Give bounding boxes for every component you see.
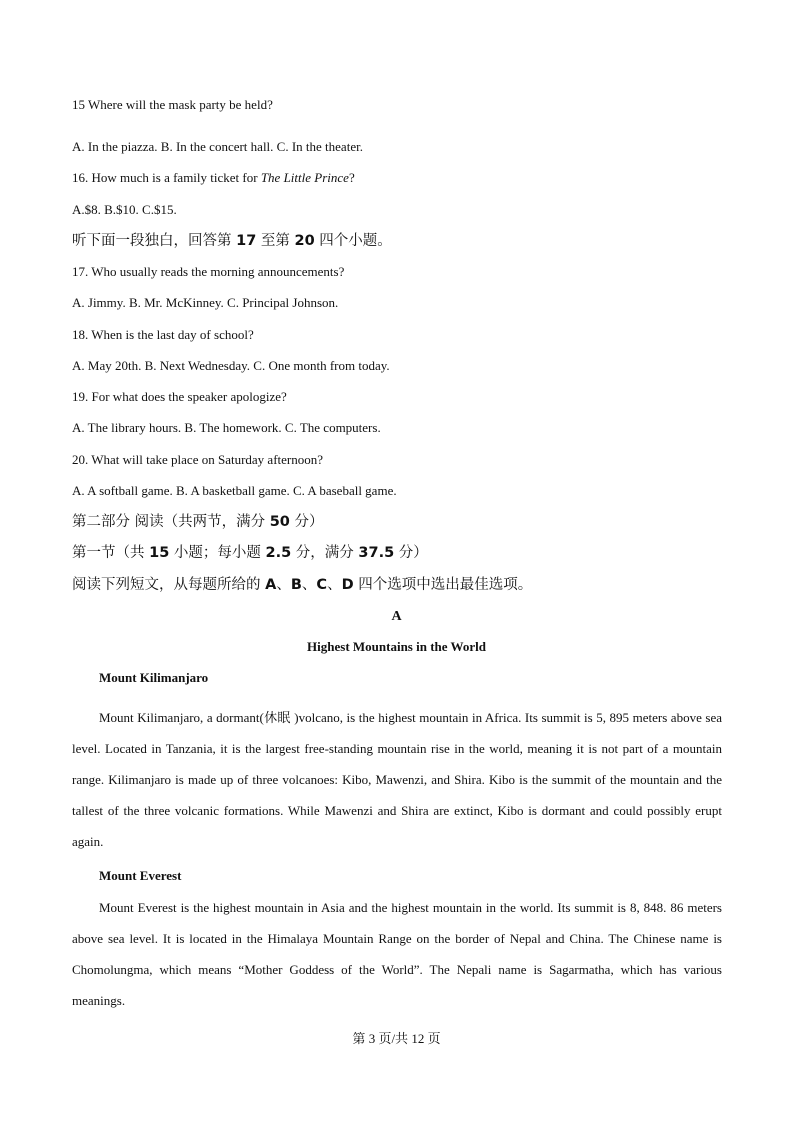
instr-text-2: 至第 xyxy=(256,233,295,249)
instr-text-1: 听下面一段独白，回答第 xyxy=(72,233,237,249)
q16-question xyxy=(72,170,355,186)
passage-title: Highest Mountains in the World xyxy=(307,639,486,654)
q20-options: A. A softball game. B. A basketball game. C. A baseball game. xyxy=(72,483,397,498)
q17-options: A. Jimmy. B. Mr. McKinney. C. Principal Johnson. xyxy=(72,295,339,310)
q15-question: 15 Where will the mask party be held? xyxy=(72,97,273,112)
instruction-sep-3: 、 xyxy=(327,577,342,593)
instr-num-17: 17 xyxy=(236,233,257,249)
part-title-text-2: 分） xyxy=(289,514,324,530)
section-text-4: 分） xyxy=(394,545,428,561)
section-per-score: 2.5 xyxy=(265,545,292,561)
monologue-instruction xyxy=(72,232,392,250)
section-text-3: 分，满分 xyxy=(291,545,359,561)
q16-question-text: 16. How much is a family ticket for xyxy=(72,170,261,185)
footer-text-3: 页 xyxy=(424,1031,441,1046)
reading-instruction xyxy=(72,576,532,594)
instruction-text-2: 四个选项中选出最佳选项。 xyxy=(353,577,533,593)
option-d: D xyxy=(341,577,354,593)
page-number xyxy=(0,1028,793,1047)
section-total-score: 37.5 xyxy=(358,545,395,561)
footer-text-2: 页/共 xyxy=(375,1031,412,1046)
q19-options: A. The library hours. B. The homework. C. The computers. xyxy=(72,420,381,435)
footer-total-pages: 12 xyxy=(411,1031,425,1046)
q18-question: 18. When is the last day of school? xyxy=(72,327,254,342)
kilimanjaro-paragraph: Mount Kilimanjaro, a dormant(休眠 )volcano, is the highest mountain in Africa. Its summit is 5, 895 meters above sea level. Located in Tanzania, it is the largest free-standing mountain rise in the world, meaning it is not part of a mountain range. Kilimanjaro is made up of three volcanoes: Kibo, Mawenzi, and Shira. Kibo is the summit of the mountain and the tallest of the three volcanic formations. While Mawenzi and Shira are extinct, Kibo is dormant and could possibly erupt again. xyxy=(72,710,722,849)
q16-title-italic: The Little Prince xyxy=(260,170,349,185)
q18-options: A. May 20th. B. Next Wednesday. C. One month from today. xyxy=(72,358,390,373)
section-text-1: 第一节（共 xyxy=(72,545,150,561)
kilimanjaro-heading: Mount Kilimanjaro xyxy=(99,670,209,685)
q15-options: A. In the piazza. B. In the concert hall. C. In the theater. xyxy=(72,139,363,154)
instruction-sep-2: 、 xyxy=(301,577,317,593)
instr-text-3: 四个小题。 xyxy=(314,233,392,249)
reading-part-title xyxy=(72,513,324,531)
q16-options: A.$8. B.$10. C.$15. xyxy=(72,202,177,217)
q16-question-end: ? xyxy=(348,170,355,185)
reading-section-title xyxy=(72,544,428,562)
section-count: 15 xyxy=(149,545,170,561)
passage-letter: A xyxy=(391,609,402,624)
instruction-sep-1: 、 xyxy=(276,577,291,593)
option-b: B xyxy=(290,577,302,593)
everest-paragraph: Mount Everest is the highest mountain in Asia and the highest mountain in the world. Its summit is 8, 848. 86 meters above sea level. It is located in the Himalaya Mountain Range on the border of Nepal and China. The Chinese name is Chomolungma, which means “Mother Goddess of the World”. The Nepali name is Sagarmatha, which has various meanings. xyxy=(72,900,722,1008)
option-a: A xyxy=(265,577,277,593)
instr-num-20: 20 xyxy=(294,233,315,249)
q19-question: 19. For what does the speaker apologize? xyxy=(72,389,287,404)
section-text-2: 小题；每小题 xyxy=(169,545,266,561)
part-title-score: 50 xyxy=(269,514,290,530)
q20-question: 20. What will take place on Saturday afternoon? xyxy=(72,452,324,467)
footer-text-1: 第 xyxy=(352,1031,369,1046)
instruction-text-1: 阅读下列短文，从每题所给的 xyxy=(72,577,266,593)
footer-current-page: 3 xyxy=(368,1031,376,1046)
option-c: C xyxy=(316,577,328,593)
part-title-text-1: 第二部分 阅读（共两节，满分 xyxy=(72,514,270,530)
everest-heading: Mount Everest xyxy=(99,868,182,883)
q17-question: 17. Who usually reads the morning announcements? xyxy=(72,264,345,279)
